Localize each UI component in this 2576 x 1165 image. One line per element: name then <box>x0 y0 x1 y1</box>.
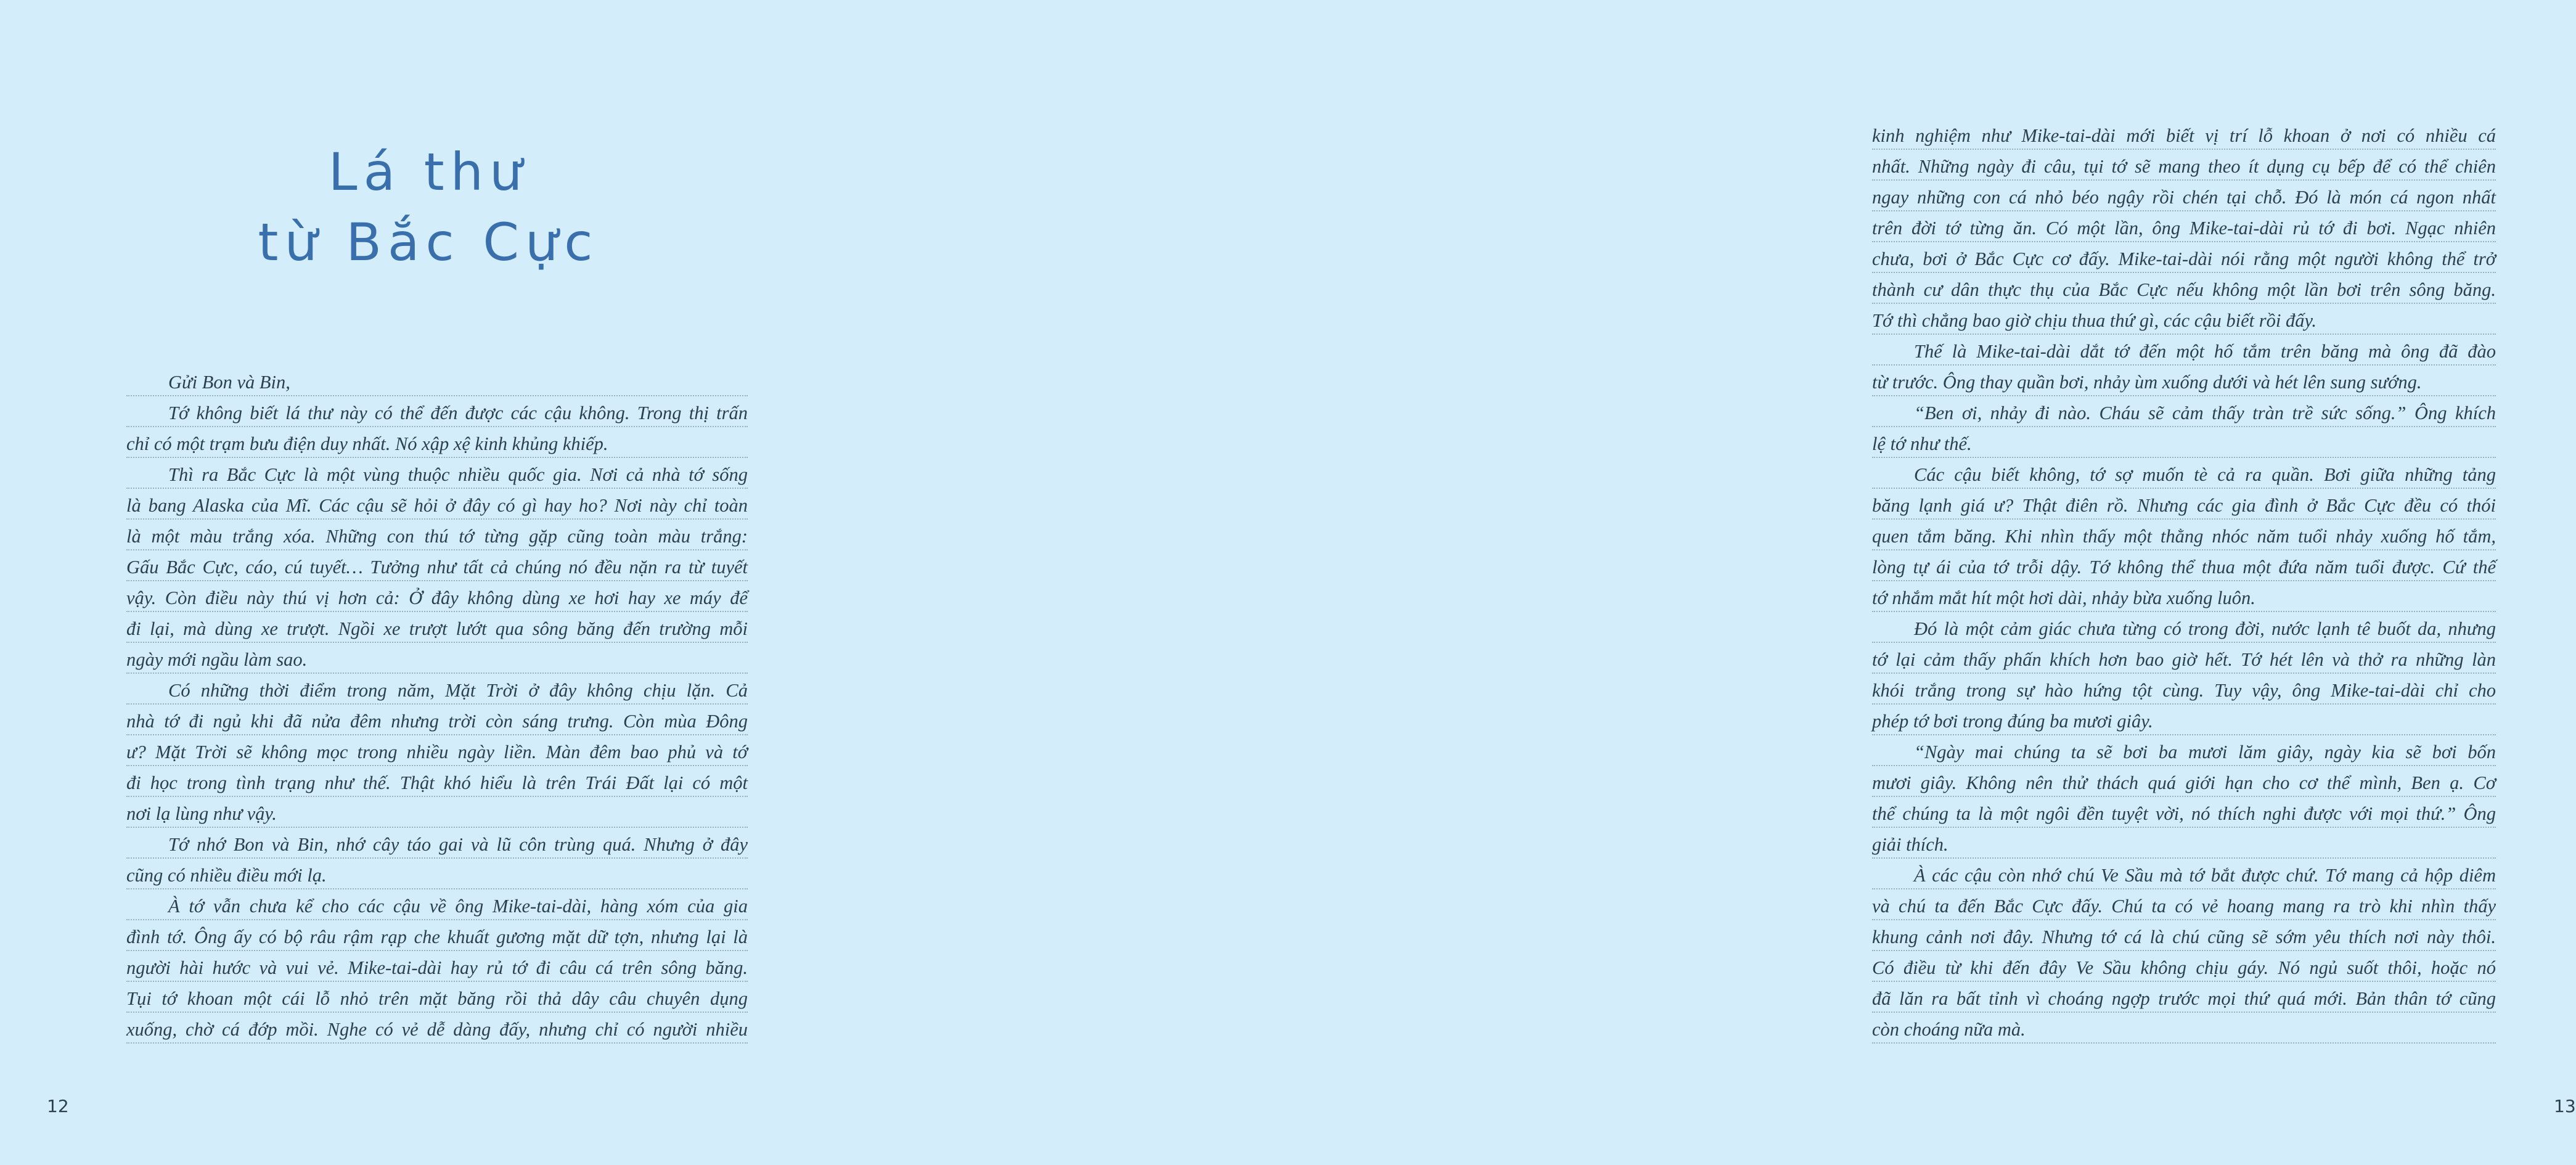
chapter-title <box>126 137 730 277</box>
page-number-left: 12 <box>47 1096 69 1116</box>
text-line: ngày mới ngầu làm sao. <box>126 643 748 674</box>
title-line-1: Lá thư <box>328 142 529 202</box>
text-line: phép tớ bơi trong đúng ba mươi giây. <box>1872 705 2496 735</box>
text-line: trên đời tớ từng ăn. Có một lần, ông Mike-tai-dài rủ tớ đi bơi. Ngạc nhiên <box>1872 211 2496 242</box>
text-line: thành cư dân thực thụ của Bắc Cực nếu không một lần bơi trên sông băng. <box>1872 273 2496 304</box>
text-line: Thế là Mike-tai-dài dắt tớ đến một hố tắm trên băng mà ông đã đào <box>1872 335 2496 366</box>
text-line: Gửi Bon và Bin, <box>126 366 748 396</box>
text-line: Có điều từ khi đến đây Ve Sầu không chịu gáy. Nó ngủ suốt thôi, hoặc nó <box>1872 951 2496 982</box>
text-line: Đó là một cảm giác chưa từng có trong đời, nước lạnh tê buốt da, nhưng <box>1872 612 2496 643</box>
text-line: tớ lại cảm thấy phấn khích hơn bao giờ hết. Tớ hét lên và thở ra những làn <box>1872 643 2496 674</box>
text-line: “Ben ơi, nhảy đi nào. Cháu sẽ cảm thấy tràn trề sức sống.” Ông khích <box>1872 396 2496 427</box>
text-line: là bang Alaska của Mĩ. Các cậu sẽ hỏi ở đây có gì hay ho? Nơi này chỉ toàn <box>126 489 748 520</box>
text-line: ư? Mặt Trời sẽ không mọc trong nhiều ngày liền. Màn đêm bao phủ và tớ <box>126 735 748 766</box>
text-line: từ trước. Ông thay quần bơi, nhảy ùm xuống dưới và hét lên sung sướng. <box>1872 366 2496 396</box>
text-line: xuống, chờ cá đớp mồi. Nghe có vẻ dễ dàng đấy, nhưng chỉ có người nhiều <box>126 1013 748 1044</box>
text-line: mươi giây. Không nên thử thách quá giới hạn cho cơ thể mình, Ben ạ. Cơ <box>1872 766 2496 797</box>
text-line: Tớ nhớ Bon và Bin, nhớ cây táo gai và lũ côn trùng quá. Nhưng ở đây <box>126 828 748 859</box>
text-line: chỉ có một trạm bưu điện duy nhất. Nó xập xệ kinh khủng khiếp. <box>126 427 748 458</box>
text-line: giải thích. <box>1872 828 2496 859</box>
text-line: Có những thời điểm trong năm, Mặt Trời ở đây không chịu lặn. Cả <box>126 674 748 705</box>
text-line: vậy. Còn điều này thú vị hơn cả: Ở đây không dùng xe hơi hay xe máy để <box>126 581 748 612</box>
text-line: Thì ra Bắc Cực là một vùng thuộc nhiều quốc gia. Nơi cả nhà tớ sống <box>126 458 748 489</box>
left-page <box>0 0 873 1165</box>
text-line: thể chúng ta là một ngôi đền tuyệt vời, nó thích nghi được với mọi thứ.” Ông <box>1872 797 2496 828</box>
text-line: ngay những con cá nhỏ béo ngậy rồi chén tại chỗ. Đó là món cá ngon nhất <box>1872 181 2496 211</box>
text-line: nhất. Những ngày đi câu, tụi tớ sẽ mang theo ít dụng cụ bếp để có thể chiên <box>1872 150 2496 181</box>
text-line: khói trắng trong sự hào hứng tột cùng. Tuy vậy, ông Mike-tai-dài chỉ cho <box>1872 674 2496 705</box>
text-line: nhà tớ đi ngủ khi đã nửa đêm nhưng trời còn sáng trưng. Còn mùa Đông <box>126 705 748 735</box>
text-line: kinh nghiệm như Mike-tai-dài mới biết vị trí lỗ khoan ở nơi có nhiều cá <box>1872 119 2496 150</box>
text-line: Tớ thì chẳng bao giờ chịu thua thứ gì, các cậu biết rồi đấy. <box>1872 304 2496 335</box>
text-line: đình tớ. Ông ấy có bộ râu rậm rạp che khuất gương mặt dữ tợn, nhưng lại là <box>126 920 748 951</box>
text-line: À tớ vẫn chưa kể cho các cậu về ông Mike-tai-dài, hàng xóm của gia <box>126 889 748 920</box>
text-line: còn choáng nữa mà. <box>1872 1013 2496 1044</box>
text-line: đã lăn ra bất tỉnh vì choáng ngợp trước mọi thứ quá mới. Bản thân tớ cũng <box>1872 982 2496 1013</box>
text-line: băng lạnh giá ư? Thật điên rồ. Nhưng các gia đình ở Bắc Cực đều có thói <box>1872 489 2496 520</box>
text-line: là một màu trắng xóa. Những con thú tớ từng gặp cũng toàn màu trắng: <box>126 520 748 550</box>
title-line-2: từ Bắc Cực <box>258 212 599 272</box>
text-line: Tụi tớ khoan một cái lỗ nhỏ trên mặt băng rồi thả dây câu chuyên dụng <box>126 982 748 1013</box>
text-line: khung cảnh nơi đây. Nhưng tớ cá là chú cũng sẽ sớm yêu thích nơi này thôi. <box>1872 920 2496 951</box>
text-line: chưa, bơi ở Bắc Cực cơ đấy. Mike-tai-dài nói rằng một người không thể trở <box>1872 242 2496 273</box>
left-text-column <box>126 366 748 1044</box>
text-line: À các cậu còn nhớ chú Ve Sầu mà tớ bắt được chứ. Tớ mang cả hộp diêm <box>1872 859 2496 889</box>
text-line: Gấu Bắc Cực, cáo, cú tuyết… Tưởng như tất cả chúng nó đều nặn ra từ tuyết <box>126 550 748 581</box>
text-line: người hài hước và vui vẻ. Mike-tai-dài hay rủ tớ đi câu cá trên sông băng. <box>126 951 748 982</box>
text-line: Tớ không biết lá thư này có thể đến được các cậu không. Trong thị trấn <box>126 396 748 427</box>
text-line: quen tắm băng. Khi nhìn thấy một thằng nhóc năm tuổi nhảy xuống hố tắm, <box>1872 520 2496 550</box>
text-line: và chú ta đến Bắc Cực đấy. Chú ta có vẻ hoang mang ra trò khi nhìn thấy <box>1872 889 2496 920</box>
page-number-right: 13 <box>2554 1096 2576 1116</box>
text-line: Các cậu biết không, tớ sợ muốn tè cả ra quần. Bơi giữa những tảng <box>1872 458 2496 489</box>
right-text-column <box>1872 119 2496 1044</box>
text-line: tớ nhắm mắt hít một hơi dài, nhảy bừa xuống luôn. <box>1872 581 2496 612</box>
text-line: lòng tự ái của tớ trỗi dậy. Tớ không thể thua một đứa năm tuổi được. Cứ thế <box>1872 550 2496 581</box>
right-page <box>873 0 2576 1165</box>
text-line: lệ tớ như thế. <box>1872 427 2496 458</box>
text-line: đi học trong tình trạng như thế. Thật khó hiểu là trên Trái Đất lại có một <box>126 766 748 797</box>
text-line: đi lại, mà dùng xe trượt. Ngồi xe trượt lướt qua sông băng đến trường mỗi <box>126 612 748 643</box>
text-line: cũng có nhiều điều mới lạ. <box>126 859 748 889</box>
text-line: “Ngày mai chúng ta sẽ bơi ba mươi lăm giây, ngày kia sẽ bơi bốn <box>1872 735 2496 766</box>
text-line: nơi lạ lùng như vậy. <box>126 797 748 828</box>
